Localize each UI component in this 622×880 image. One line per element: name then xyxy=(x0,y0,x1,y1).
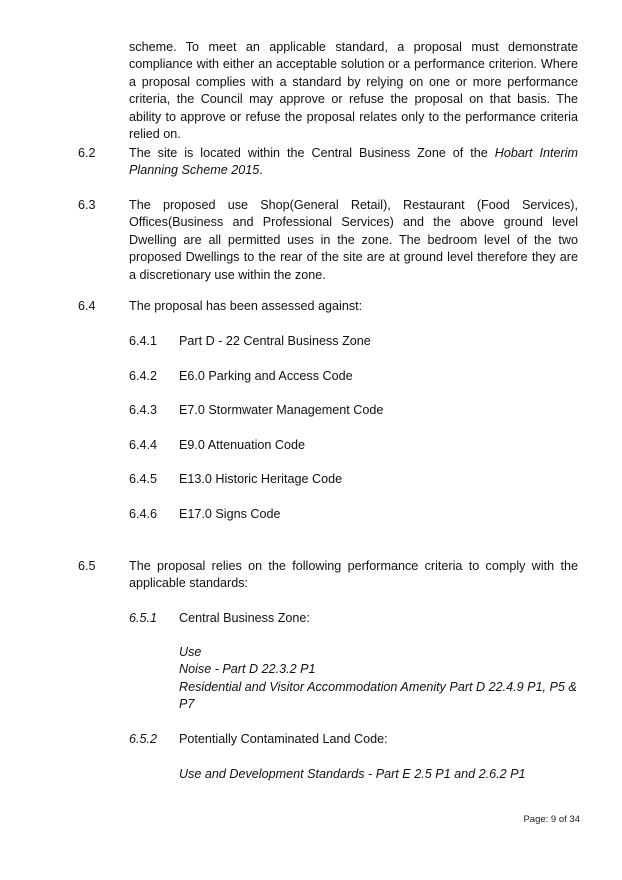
paragraph-6-2-text: The site is located within the Central Business Zone of the xyxy=(129,146,495,160)
item-heading-6-5-1: Central Business Zone: xyxy=(179,611,310,625)
criteria-line-use: Use xyxy=(179,645,202,659)
criteria-line-contaminated-land: Use and Development Standards - Part E 2.5 P1 and 2.6.2 P1 xyxy=(179,767,526,781)
item-text-6-4-2: E6.0 Parking and Access Code xyxy=(179,369,353,383)
section-number-6-4: 6.4 xyxy=(78,299,96,313)
item-number-6-4-1: 6.4.1 xyxy=(129,334,158,348)
item-number-6-4-3: 6.4.3 xyxy=(129,403,158,417)
item-text-6-4-3: E7.0 Stormwater Management Code xyxy=(179,403,384,417)
item-number-6-4-6: 6.4.6 xyxy=(129,507,158,521)
criteria-line-noise: Noise - Part D 22.3.2 P1 xyxy=(179,662,316,676)
page-number: Page: 9 of 34 xyxy=(523,814,580,825)
paragraph-6-2-end: . xyxy=(259,163,263,178)
section-number-6-2: 6.2 xyxy=(78,146,96,160)
section-number-6-5: 6.5 xyxy=(78,559,96,573)
paragraph-6-3: The proposed use Shop(General Retail), Restaurant (Food Services), Offices(Business and Professional Services) and the above ground level Dwelling are all permitted uses in the zone. The bedroom level of the two proposed Dwellings to the rear of the site are at ground level therefore they are a discretionary use within the zone. xyxy=(129,198,578,282)
item-number-6-4-5: 6.4.5 xyxy=(129,472,158,486)
item-number-6-5-2: 6.5.2 xyxy=(129,732,158,746)
item-text-6-4-6: E17.0 Signs Code xyxy=(179,507,281,521)
paragraph-6-2 xyxy=(129,145,578,180)
item-number-6-5-1: 6.5.1 xyxy=(129,611,158,625)
criteria-line-amenity: Residential and Visitor Accommodation Amenity Part D 22.4.9 P1, P5 & P7 xyxy=(179,680,577,712)
item-text-6-4-5: E13.0 Historic Heritage Code xyxy=(179,472,343,486)
section-number-6-3: 6.3 xyxy=(78,198,96,212)
intro-paragraph: scheme. To meet an applicable standard, a proposal must demonstrate compliance with either an acceptable solution or a performance criterion. Where a proposal complies with a standard by relying on one or more performance criteria, the Council may approve or refuse the proposal on that basis. The ability to approve or refuse the proposal relates only to the performance criteria relied on. xyxy=(129,40,578,142)
item-heading-6-5-2: Potentially Contaminated Land Code: xyxy=(179,732,388,746)
scheme-name: Hobart Interim Planning Scheme 2015 xyxy=(129,146,578,178)
paragraph-6-4: The proposal has been assessed against: xyxy=(129,299,363,313)
item-text-6-4-4: E9.0 Attenuation Code xyxy=(179,438,306,452)
paragraph-6-5: The proposal relies on the following performance criteria to comply with the applicable standards: xyxy=(129,559,578,591)
item-text-6-4-1: Part D - 22 Central Business Zone xyxy=(179,334,371,348)
item-number-6-4-4: 6.4.4 xyxy=(129,438,158,452)
item-number-6-4-2: 6.4.2 xyxy=(129,369,158,383)
